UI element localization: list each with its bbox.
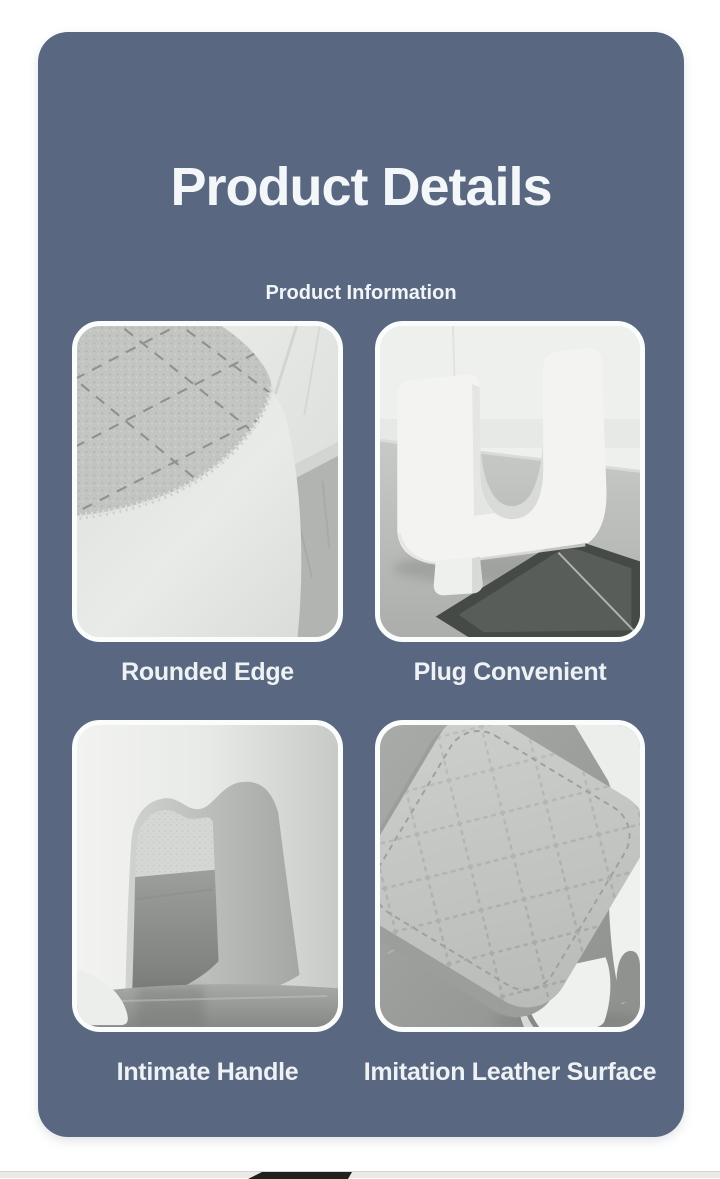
feature-tile-plug-convenient <box>375 321 645 642</box>
feature-caption-imitation-leather: Imitation Leather Surface <box>363 1058 657 1086</box>
section-label: Product Information <box>265 282 457 304</box>
feature-caption-rounded-edge: Rounded Edge <box>121 658 294 686</box>
feature-tile-rounded-edge <box>72 321 343 642</box>
product-details-card <box>38 32 684 1137</box>
feature-tile-intimate-handle <box>72 720 343 1032</box>
feature-caption-plug-convenient: Plug Convenient <box>413 658 607 686</box>
feature-tile-imitation-leather <box>375 720 645 1032</box>
rounded-edge-photo <box>77 326 338 637</box>
next-section-preview <box>0 1171 720 1178</box>
intimate-handle-photo <box>77 725 338 1027</box>
page-title: Product Details <box>170 157 552 217</box>
plug-convenient-photo <box>380 326 640 637</box>
feature-caption-intimate-handle: Intimate Handle <box>116 1058 299 1086</box>
imitation-leather-surface-photo <box>380 725 640 1027</box>
